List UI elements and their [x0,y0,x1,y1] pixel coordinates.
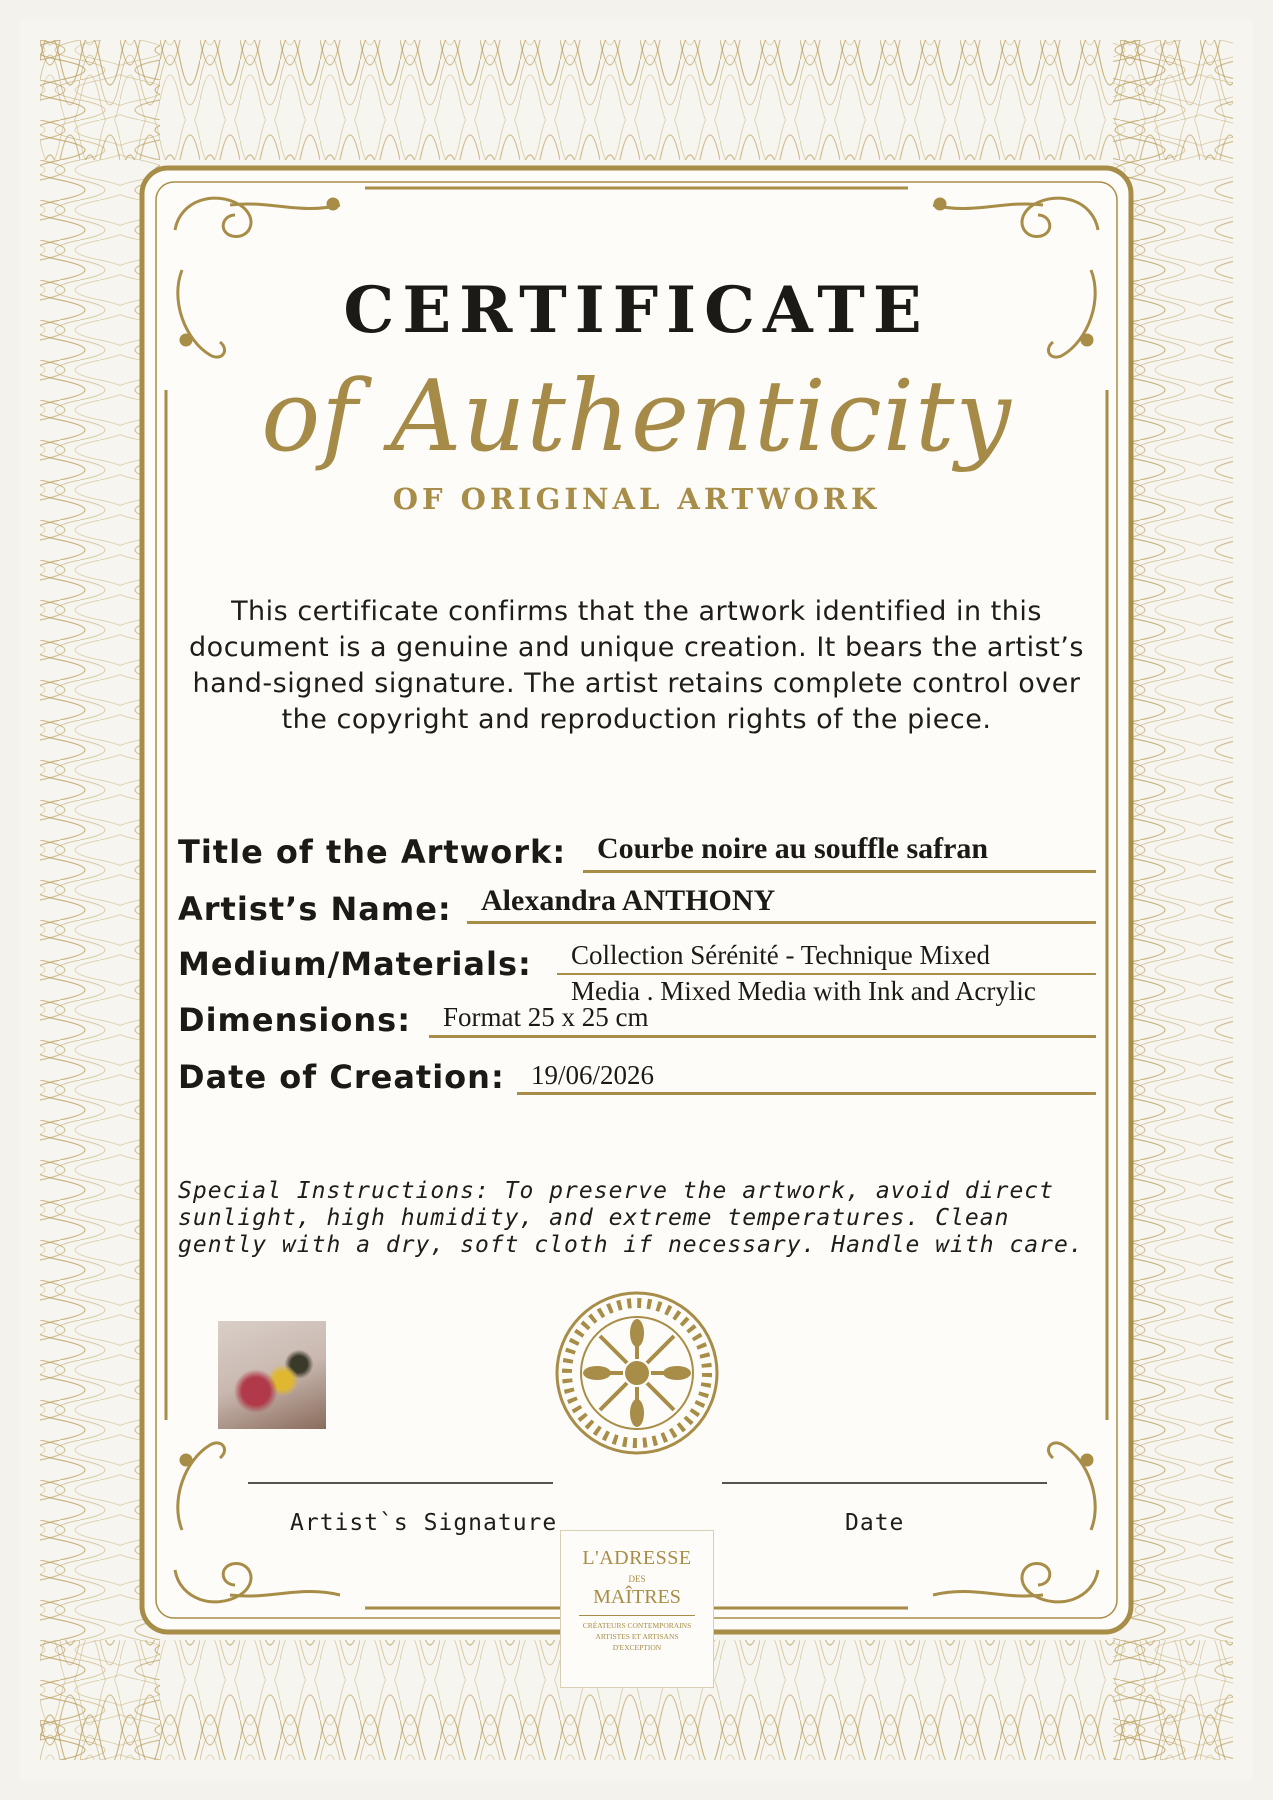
intro-paragraph: This certificate confirms that the artwork identified in this document is a genuine and unique creation. It bears the artist’s hand-signed signature. The artist retains complete control over the copyright and reproduction rights of the piece. [189,596,1084,735]
date-value: 19/06/2026 [531,1060,655,1090]
title-value: Courbe noire au souffle safran [597,832,989,865]
artist-label: Artist’s Name: [178,890,452,928]
title-label: Title of the Artwork: [178,833,567,871]
dimensions-label: Dimensions: [178,1001,411,1039]
date-label: Date of Creation: [178,1058,505,1096]
certificate-title: CERTIFICATE [343,273,930,348]
artist-rule [467,921,1096,924]
gallery-logo [560,1530,714,1688]
logo-tagline3: D'EXCEPTION [612,1643,662,1652]
date-signature-label: Date [845,1510,905,1536]
authenticity-script-title: of Authenticity [261,360,1012,474]
title-rule [583,870,1096,873]
artwork-thumbnail-icon [218,1321,326,1429]
medium-label: Medium/Materials: [178,945,532,983]
certificate-subtitle: OF ORIGINAL ARTWORK [392,482,881,516]
logo-line3: MAÎTRES [593,1586,681,1608]
medium-rule [557,973,1096,975]
logo-tagline2: ARTISTES ET ARTISANS [595,1632,679,1641]
artist-value: Alexandra ANTHONY [481,884,776,917]
logo-line1: L'ADRESSE [582,1547,692,1569]
medium-value-line1: Collection Sérénité - Technique Mixed [571,940,991,970]
seal-medallion-icon [557,1293,717,1453]
artist-signature-label: Artist`s Signature [290,1510,558,1536]
logo-line2: DES [628,1574,646,1584]
medium-value-line2: Media . Mixed Media with Ink and Acrylic [571,976,1036,1006]
dimensions-value: Format 25 x 25 cm [443,1002,649,1032]
dimensions-rule [429,1035,1096,1038]
logo-tagline1: CRÉATEURS CONTEMPORAINS [582,1621,692,1630]
date-rule [517,1092,1096,1095]
special-instructions: Special Instructions: To preserve the artwork, avoid direct sunlight, high humidity, and extreme temperatures. Clean gently with a dry, soft cloth if necessary. Handle with care. [178,1178,1084,1258]
logo-divider [579,1615,695,1616]
